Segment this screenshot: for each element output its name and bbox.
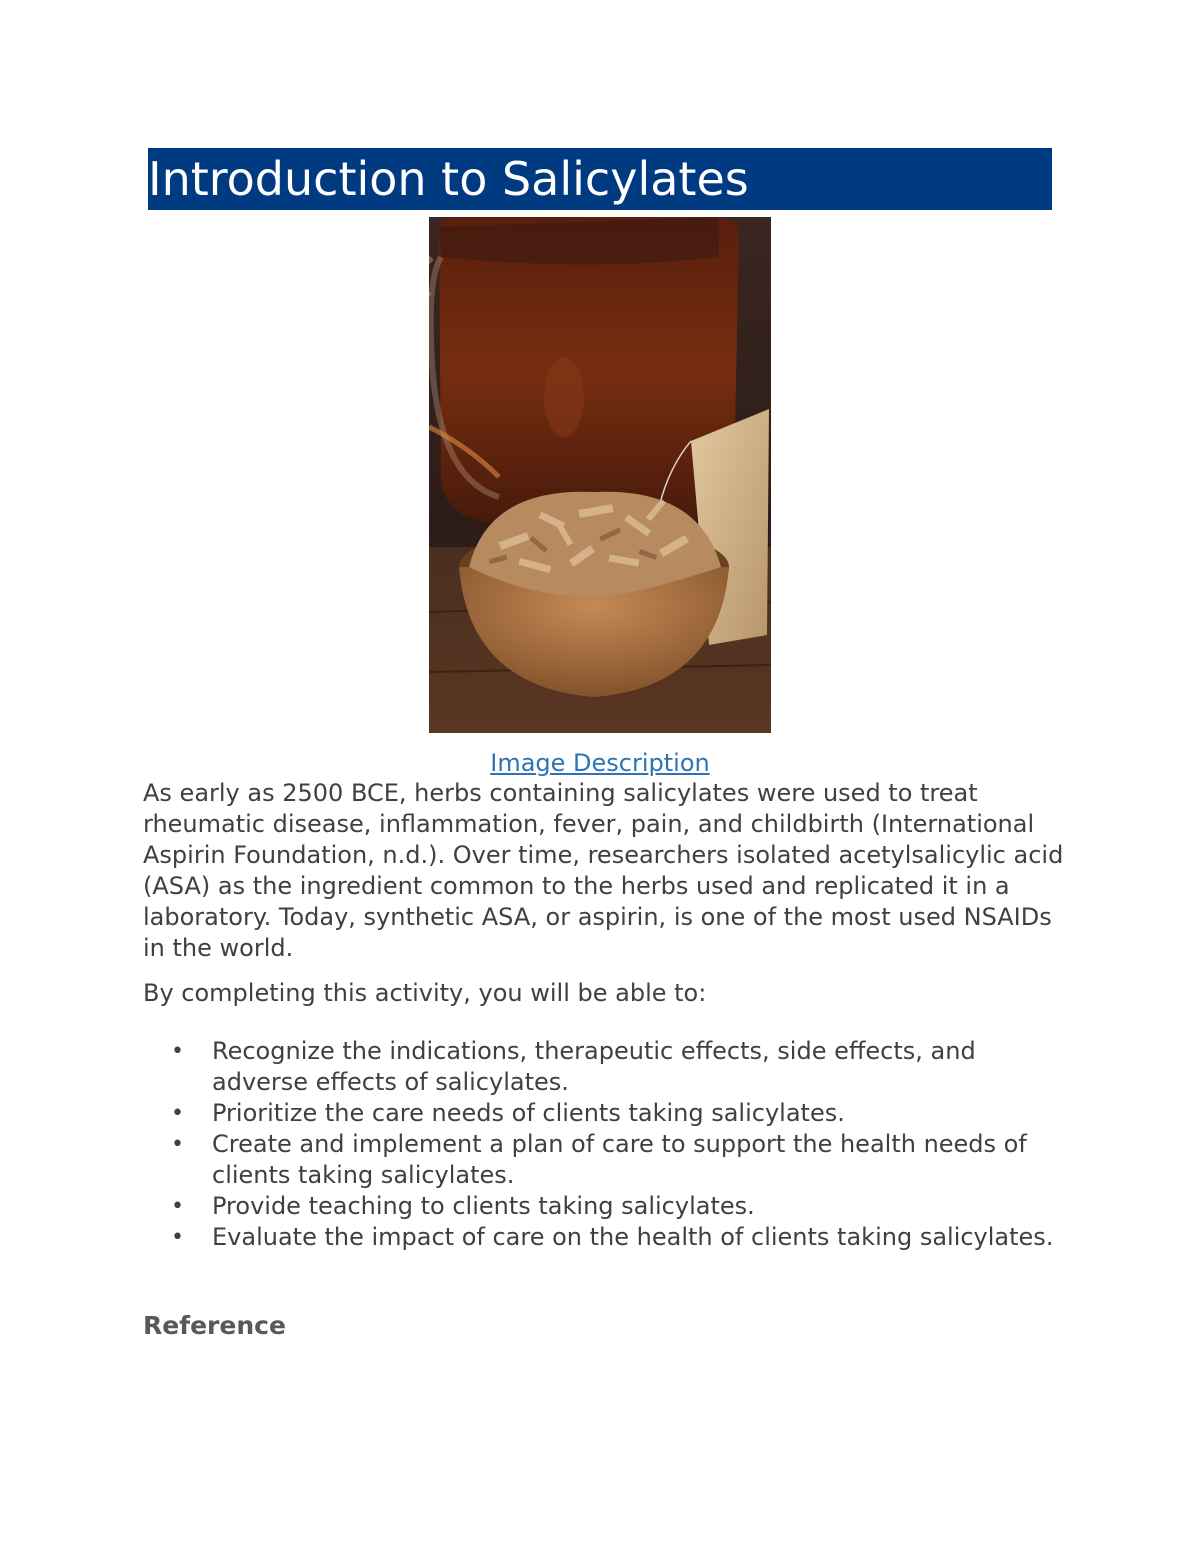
list-item-text: Create and implement a plan of care to support the health needs of clients taking salicylates. (212, 1130, 1027, 1189)
objectives-lead: By completing this activity, you will be able to: (143, 979, 707, 1007)
bullet-icon: • (171, 1039, 184, 1064)
bullet-icon: • (171, 1225, 184, 1250)
objectives-list (143, 1036, 1073, 1253)
intro-paragraph: As early as 2500 BCE, herbs containing salicylates were used to treat rheumatic disease, inflammation, fever, pain, and childbirth (International Aspirin Foundation, n.d.). Over time, researchers isolated acetylsalicylic acid (ASA) as the ingredient common to the herbs used and replicated it in a laboratory. Today, synthetic ASA, or aspirin, is one of the most used NSAIDs in the world. (143, 779, 1064, 962)
bullet-icon: • (171, 1101, 184, 1126)
bullet-icon: • (171, 1194, 184, 1219)
list-item (143, 1129, 1073, 1191)
image-description-link[interactable]: Image Description (490, 749, 710, 777)
list-item-text: Recognize the indications, therapeutic effects, side effects, and adverse effects of salicylates. (212, 1037, 976, 1096)
list-item (143, 1191, 1073, 1222)
willow-bark-tea-photo (429, 217, 771, 733)
bullet-icon: • (171, 1132, 184, 1157)
reference-heading: Reference (143, 1311, 286, 1340)
list-item (143, 1222, 1073, 1253)
list-item (143, 1036, 1073, 1098)
list-item-text: Evaluate the impact of care on the health of clients taking salicylates. (212, 1223, 1054, 1251)
list-item (143, 1098, 1073, 1129)
page-title: Introduction to Salicylates (148, 152, 749, 206)
title-banner (148, 148, 1052, 210)
list-item-text: Provide teaching to clients taking salicylates. (212, 1192, 755, 1220)
list-item-text: Prioritize the care needs of clients taking salicylates. (212, 1099, 845, 1127)
